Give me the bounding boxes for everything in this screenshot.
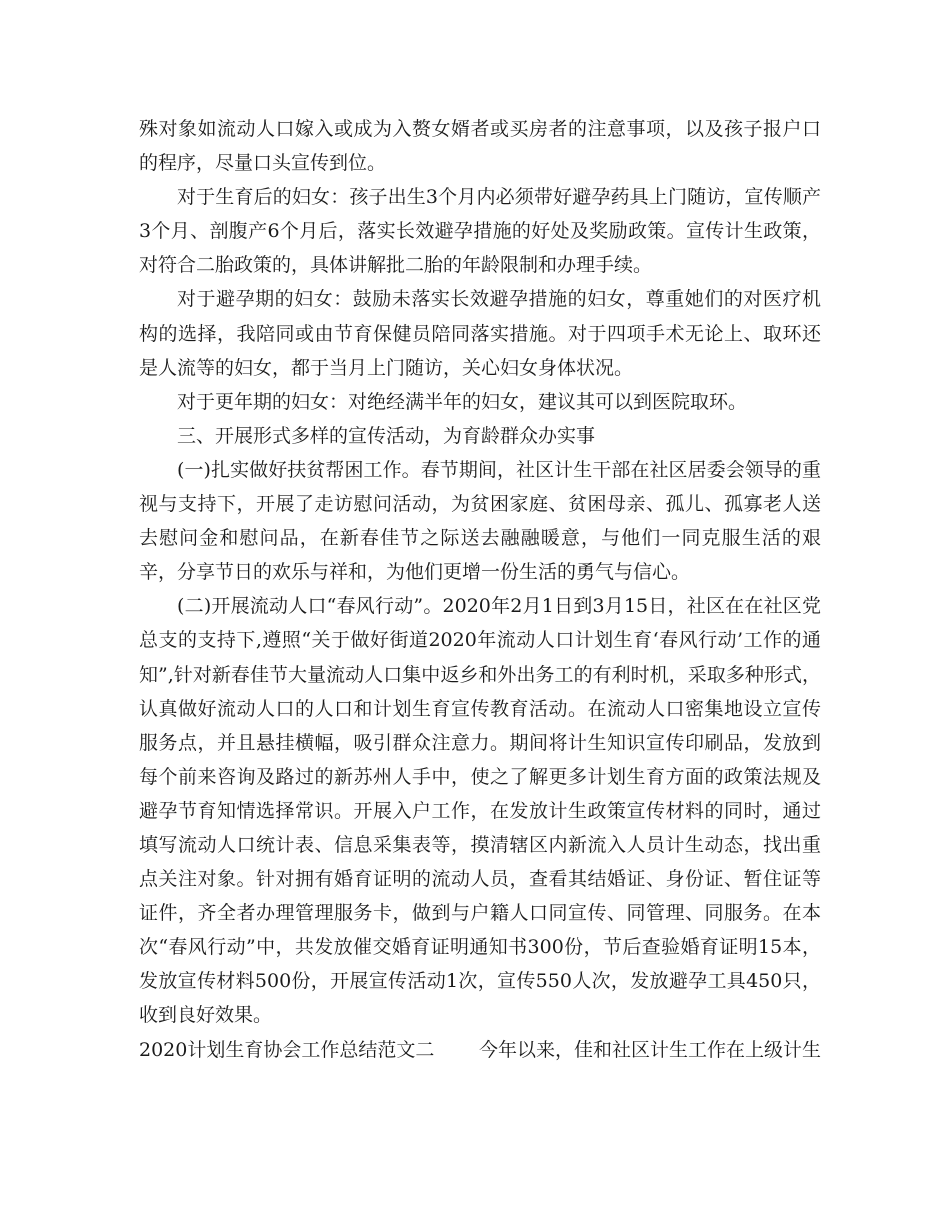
document-body	[139, 112, 821, 1067]
section-two-lead: 今年以来，佳和社区计生工作在上级计生	[478, 1038, 821, 1061]
section-heading-three: 三、开展形式多样的宣传活动，为育龄群众办实事	[177, 424, 596, 447]
section-two-line	[139, 1033, 821, 1067]
paragraph-spring-breeze-action: (二)开展流动人口“春风行动”。2020年2月1日到3月15日，社区在在社区党总支的支持下,遵照“关于做好街道2020年流动人口计划生育‘春风行动’工作的通知”,针对新春佳节大量流动人口集中返乡和外出务工的有利时机，采取多种形式，认真做好流动人口的人口和计划生育宣传教育活动。在流动人口密集地设立宣传服务点，并且悬挂横幅，吸引群众注意力。期间将计生知识宣传印刷品，发放到每个前来咨询及路过的新苏州人手中，使之了解更多计划生育方面的政策法规及避孕节育知情选择常识。开展入户工作，在发放计生政策宣传材料的同时，通过填写流动人口统计表、信息采集表等，摸清辖区内新流入人员计生动态，找出重点关注对象。针对拥有婚育证明的流动人员，查看其结婚证、身份证、暂住证等证件，齐全者办理管理服务卡，做到与户籍人口同宣传、同管理、同服务。在本次“春风行动”中，共发放催交婚育证明通知书300份，节后查验婚育证明15本，发放宣传材料500份，开展宣传活动1次，宣传550人次，发放避孕工具450只，收到良好效果。	[139, 595, 821, 1027]
paragraph-menopause-women: 对于更年期的妇女：对绝经满半年的妇女，建议其可以到医院取环。	[177, 390, 748, 413]
paragraph-continuation: 殊对象如流动人口嫁入或成为入赘女婿者或买房者的注意事项，以及孩子报户口的程序，尽量口头宣传到位。	[139, 118, 821, 175]
section-two-heading: 2020计划生育协会工作总结范文二	[139, 1038, 435, 1061]
paragraph-poverty-relief: (一)扎实做好扶贫帮困工作。春节期间，社区计生干部在社区居委会领导的重视与支持下，开展了走访慰问活动，为贫困家庭、贫困母亲、孤儿、孤寡老人送去慰问金和慰问品，在新春佳节之际送去融融暖意，与他们一同克服生活的艰辛，分享节日的欢乐与祥和，为他们更增一份生活的勇气与信心。	[139, 458, 821, 584]
paragraph-postpartum-women: 对于生育后的妇女：孩子出生3个月内必须带好避孕药具上门随访，宣传顺产3个月、剖腹产6个月后，落实长效避孕措施的好处及奖励政策。宣传计生政策，对符合二胎政策的，具体讲解批二胎的年龄限制和办理手续。	[139, 186, 821, 277]
paragraph-contraception-women: 对于避孕期的妇女：鼓励未落实长效避孕措施的妇女，尊重她们的对医疗机构的选择，我陪同或由节育保健员陪同落实措施。对于四项手术无论上、取环还是人流等的妇女，都于当月上门随访，关心妇女身体状况。	[139, 288, 821, 379]
